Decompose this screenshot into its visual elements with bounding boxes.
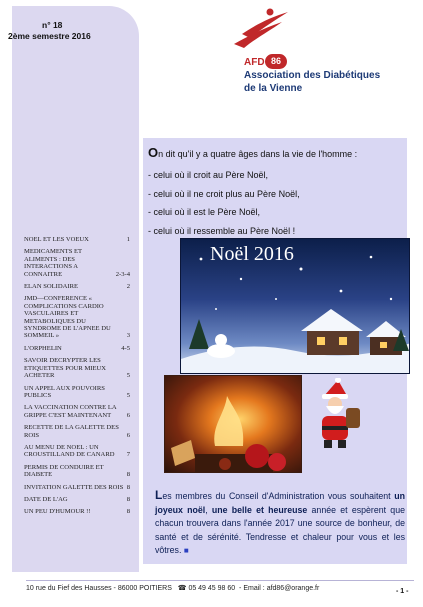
toc-item-page: 6 — [126, 411, 130, 419]
message-text: année et espèrent que chacun trouvera dans l'année 2017 une source de bonheur, de santé et de sérénité. Tendresse et chaleur pour vous et les vôtres. — [155, 504, 405, 556]
toc-item[interactable] — [24, 508, 130, 515]
toc-item-page: 2 — [126, 283, 130, 291]
toc-item[interactable] — [24, 404, 130, 419]
message-bold: une belle et heureuse — [211, 504, 308, 515]
fireplace-photo — [164, 375, 302, 473]
toc-item[interactable] — [24, 484, 130, 491]
toc-item[interactable] — [24, 283, 130, 290]
intro-bullet: - celui où il ne croit plus au Père Noël, — [148, 188, 300, 199]
toc-item-page: 5 — [126, 372, 130, 380]
association-name-line1: Association des Diabétiques — [244, 70, 381, 81]
toc-item-title: INVITATION GALETTE DES ROIS — [24, 483, 124, 491]
table-of-contents — [24, 236, 130, 521]
page-number: - 1 - — [396, 588, 409, 595]
toc-item[interactable] — [24, 424, 130, 439]
intro-bullet: - celui où il ressemble au Père Noël ! — [148, 225, 296, 236]
toc-item-page: 4-5 — [121, 344, 130, 352]
toc-item-page: 6 — [126, 431, 130, 439]
intro-bullet: - celui où il croit au Père Noël, — [148, 170, 269, 180]
toc-item-title: NOEL ET LES VOEUX — [24, 236, 89, 243]
noel-title: Noël 2016 — [210, 243, 294, 265]
footer: 10 rue du Fief des Hausses - 86000 POITIERS ☎ 05 49 45 98 60 - Email : afd86@orange.fr — [26, 580, 414, 592]
santa-icon — [306, 378, 364, 452]
toc-item-title: MEDICAMENTS ET ALIMENTS : DES INTERACTIONS A CONNAITRE — [24, 248, 82, 278]
toc-item-title: LA VACCINATION CONTRE LA GRIPPE C'EST MAINTENANT — [24, 404, 117, 419]
toc-item-page: 5 — [126, 391, 130, 399]
footer-email-label: Email : — [243, 585, 265, 592]
intro-dropcap: O — [148, 145, 159, 160]
toc-item-page: 1 — [126, 236, 130, 243]
message-bold: un joyeux noël — [155, 491, 405, 515]
toc-item-page: 8 — [126, 508, 130, 516]
toc-item-page: 8 — [126, 471, 130, 479]
intro-text: n dit qu'il y a quatre âges dans la vie de l'homme : — [158, 149, 358, 159]
toc-item[interactable] — [24, 385, 130, 400]
toc-item-title: L'ORPHELIN — [24, 344, 62, 352]
afd-logo-icon — [232, 6, 292, 56]
toc-item-page: 8 — [126, 495, 130, 503]
issue-number: n° 18 — [42, 20, 63, 30]
toc-item[interactable] — [24, 295, 130, 339]
toc-item-title: RECETTE DE LA GALETTE DES ROIS — [24, 424, 119, 439]
toc-item[interactable] — [24, 464, 130, 479]
fireplace-icon — [165, 376, 302, 473]
toc-item[interactable] — [24, 444, 130, 459]
footer-phone: 05 49 45 98 60 — [188, 585, 236, 592]
toc-item[interactable] — [24, 345, 130, 352]
toc-item-title: UN PEU D'HUMOUR !! — [24, 508, 91, 516]
message-text: es membres du Conseil d'Administration vous souhaitent — [162, 491, 395, 501]
toc-item-title: SAVOIR DECRYPTER LES ETIQUETTES POUR MIEUX ACHETER — [24, 357, 107, 380]
intro-line — [148, 145, 406, 162]
semester-label: 2ème semestre 2016 — [8, 31, 91, 41]
brand-badge: 86 — [265, 54, 287, 69]
footer-email[interactable]: afd86@orange.fr — [266, 585, 320, 592]
intro-bullet: - celui où il est le Père Noël, — [148, 207, 261, 217]
toc-item-title: AU MENU DE NOEL : UN CROUSTILLAND DE CANARD — [24, 443, 115, 459]
toc-item-page: 2-3-4 — [115, 270, 130, 278]
toc-item-title: UN APPEL AUX POUVOIRS PUBLICS — [24, 384, 105, 399]
toc-item[interactable] — [24, 496, 130, 503]
message-dropcap: L — [155, 488, 163, 502]
toc-item-title: ELAN SOLIDAIRE — [24, 283, 79, 291]
brand-name: AFD — [244, 57, 265, 68]
toc-item[interactable] — [24, 248, 130, 278]
association-name-line2: de la Vienne — [244, 83, 303, 94]
toc-item-title: DATE DE L'AG — [24, 495, 68, 503]
footer-address: 10 rue du Fief des Hausses - 86000 POITIERS — [26, 585, 172, 592]
toc-item[interactable] — [24, 236, 130, 243]
toc-item-title: JMD—CONFERENCE « COMPLICATIONS CARDIO VASCULAIRES ET METABOLIQUES DU SYNDROME DE L'APNEE DU SOMMEIL » — [24, 295, 111, 340]
toc-item-page: 7 — [126, 451, 130, 459]
toc-item-title: PERMIS DE CONDUIRE ET DIABETE — [24, 463, 104, 479]
toc-item[interactable] — [24, 357, 130, 379]
toc-item-page: 3 — [126, 332, 130, 340]
message-text: , — [205, 504, 212, 515]
toc-item-page: 8 — [126, 483, 130, 491]
phone-icon: ☎ — [177, 585, 187, 592]
intro-bullets — [148, 166, 300, 240]
end-mark: ■ — [183, 546, 189, 556]
greeting-message — [155, 489, 405, 558]
